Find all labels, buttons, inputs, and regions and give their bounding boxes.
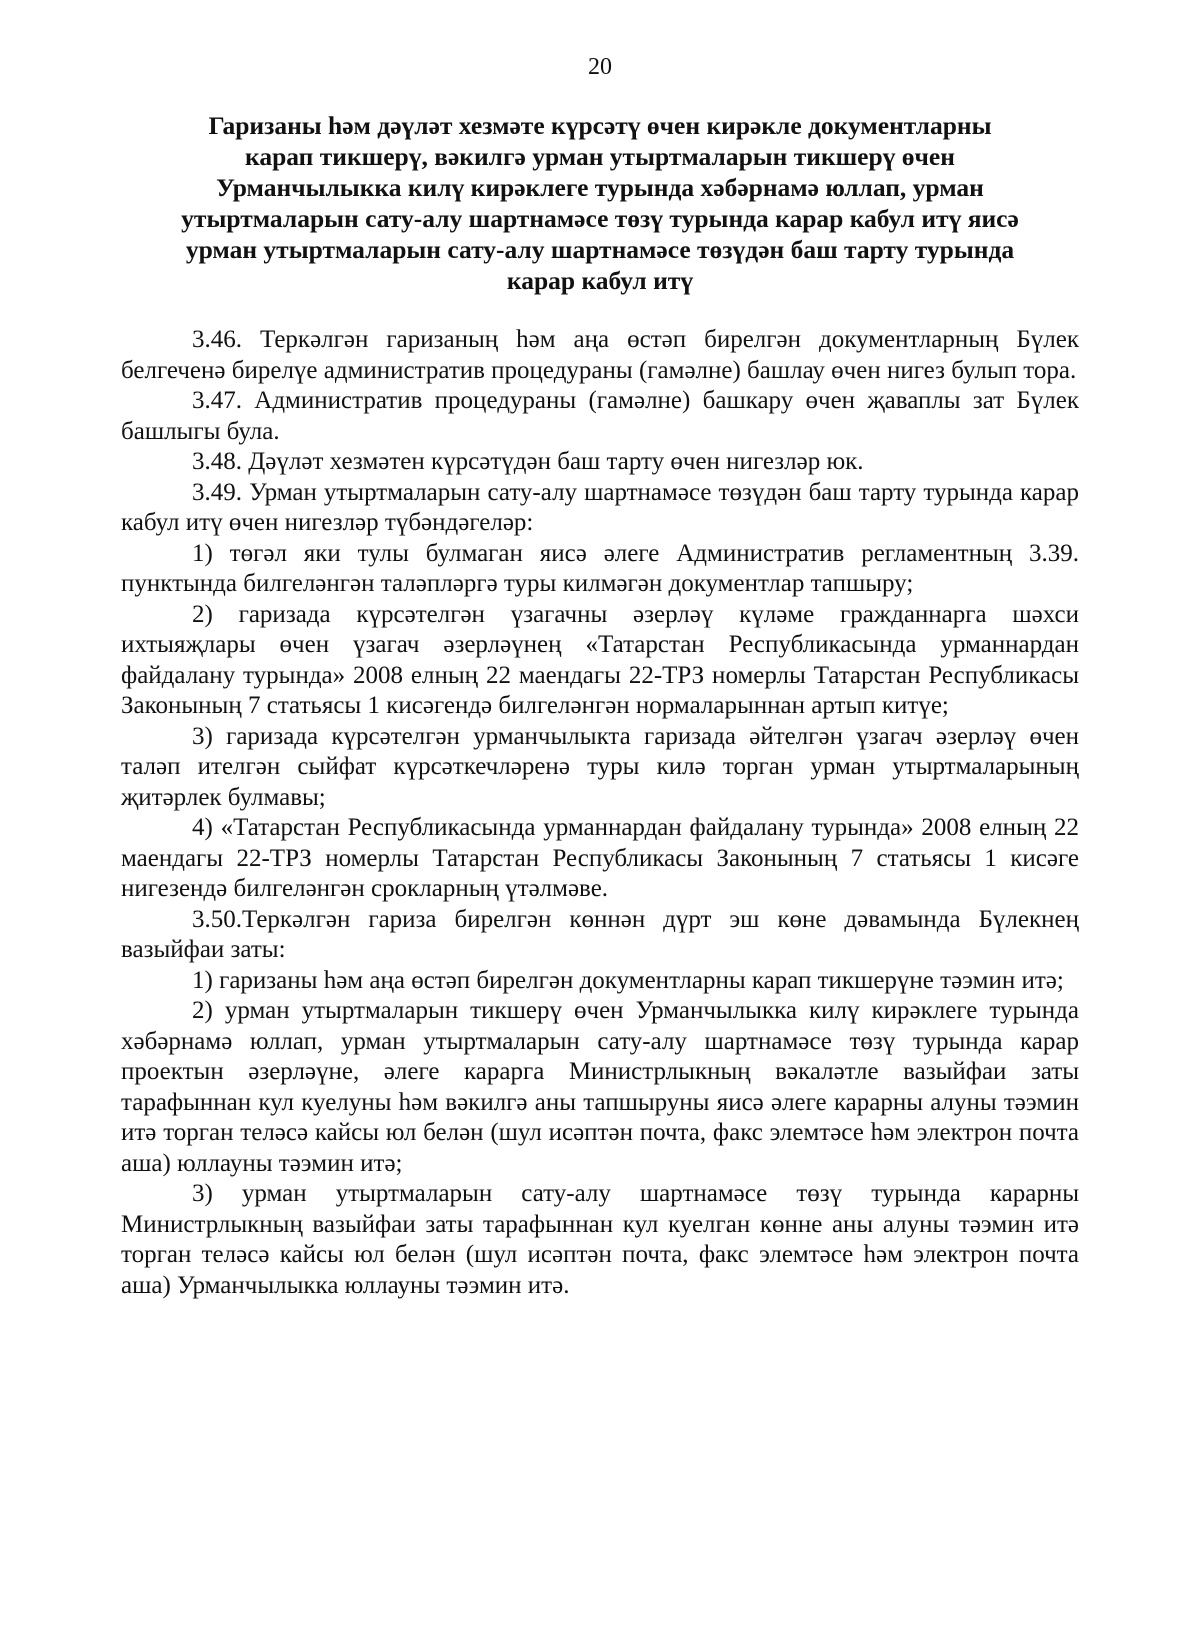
list-item-3-49-1: 1) төгәл яки тулы булмаган яисә әлеге Административ регламентның 3.39. пунктында билгеләнгән таләпләргә туры килмәгән документлар тапшыру; xyxy=(121,539,1079,597)
document-body xyxy=(121,325,1079,1301)
heading-line: карар кабул итү xyxy=(506,266,694,295)
list-item-3-49-4: 4) «Татарстан Республикасында урманнардан файдалану турында» 2008 елның 22 маендагы 22-ТРЗ номерлы Татарстан Республикасы Законының 7 статьясы 1 кисәге нигезендә билгеләнгән срокларның үтәлмәве. xyxy=(121,814,1079,902)
list-item-3-49-3: 3) гаризада күрсәтелгән урманчылыкта гаризада әйтелгән үзагач әзерләү өчен таләп ителгән сыйфат күрсәткечләренә туры килә торган урман утыртмаларының җитәрлек булмавы; xyxy=(121,722,1079,811)
list-item-3-50-2: 2) урман утыртмаларын тикшерү өчен Урманчылыкка килү кирәклеге турында хәбәрнамә юллап, урман утыртмаларын сату-алу шартнамәсе төзү турында карар проектын әзерләүне, әлеге карарга Министрлыкның вәкаләтле вазыйфаи заты тарафыннан кул куелуны һәм вәкилгә аны тапшыруны яисә әлеге карарны алуны тәэмин итә торган теләсә кайсы юл белән (шул исәптән почта, факс элемтәсе һәм электрон почта аша) юллауны тәэмин итә; xyxy=(121,997,1079,1177)
list-item-3-49-2: 2) гаризада күрсәтелгән үзагачны әзерләү күләме гражданнарга шәхси ихтыяҗлары өчен үзагач әзерләүнең «Татарстан Республикасында урманнардан файдалану турында» 2008 елның 22 маендагы 22-ТРЗ номерлы Татарстан Республикасы Законының 7 статьясы 1 кисәгендә билгеләнгән нормаларыннан артып китүе; xyxy=(121,600,1079,719)
heading-line: карап тикшерү, вәкилгә урман утыртмаларын тикшерү өчен xyxy=(245,142,955,171)
heading-line: утыртмаларын сату-алу шартнамәсе төзү турында карар кабул итү яисә xyxy=(181,204,1019,233)
paragraph-3-50: 3.50.Теркәлгән гариза бирелгән көннән дүрт эш көне дәвамында Бүлекнең вазыйфаи заты: xyxy=(121,905,1079,963)
section-heading xyxy=(130,110,1070,296)
paragraph-3-46: 3.46. Теркәлгән гаризаның һәм аңа өстәп бирелгән документларның Бүлек белгеченә бирелүе административ процедураны (гамәлне) башлау өчен нигез булып тора. xyxy=(121,326,1079,384)
heading-line: Урманчылыкка килү кирәклеге турында хәбәрнамә юллап, урман xyxy=(216,173,984,202)
paragraph-3-48: 3.48. Дәүләт хезмәтен күрсәтүдән баш тарту өчен нигезләр юк. xyxy=(192,448,864,475)
paragraph-3-47: 3.47. Административ процедураны (гамәлне) башкару өчен җаваплы зат Бүлек башлыгы була. xyxy=(121,387,1079,445)
list-item-3-50-3: 3) урман утыртмаларын сату-алу шартнамәсе төзү турында карарны Министрлыкның вазыйфаи заты тарафыннан кул куелган көнне аны алуны тәэмин итә торган теләсә кайсы юл белән (шул исәптән почта, факс элемтәсе һәм электрон почта аша) Урманчылыкка юллауны тәэмин итә. xyxy=(121,1180,1079,1299)
paragraph-3-49: 3.49. Урман утыртмаларын сату-алу шартнамәсе төзүдән баш тарту турында карар кабул итү өчен нигезләр түбәндәгеләр: xyxy=(121,478,1079,536)
page-number: 20 xyxy=(588,54,612,80)
heading-line: Гаризаны һәм дәүләт хезмәте күрсәтү өчен кирәкле документларны xyxy=(208,111,992,140)
list-item-3-50-1: 1) гаризаны һәм аңа өстәп бирелгән документларны карап тикшерүне тәэмин итә; xyxy=(192,966,1064,994)
heading-line: урман утыртмаларын сату-алу шартнамәсе төзүдән баш тарту турында xyxy=(185,235,1015,264)
